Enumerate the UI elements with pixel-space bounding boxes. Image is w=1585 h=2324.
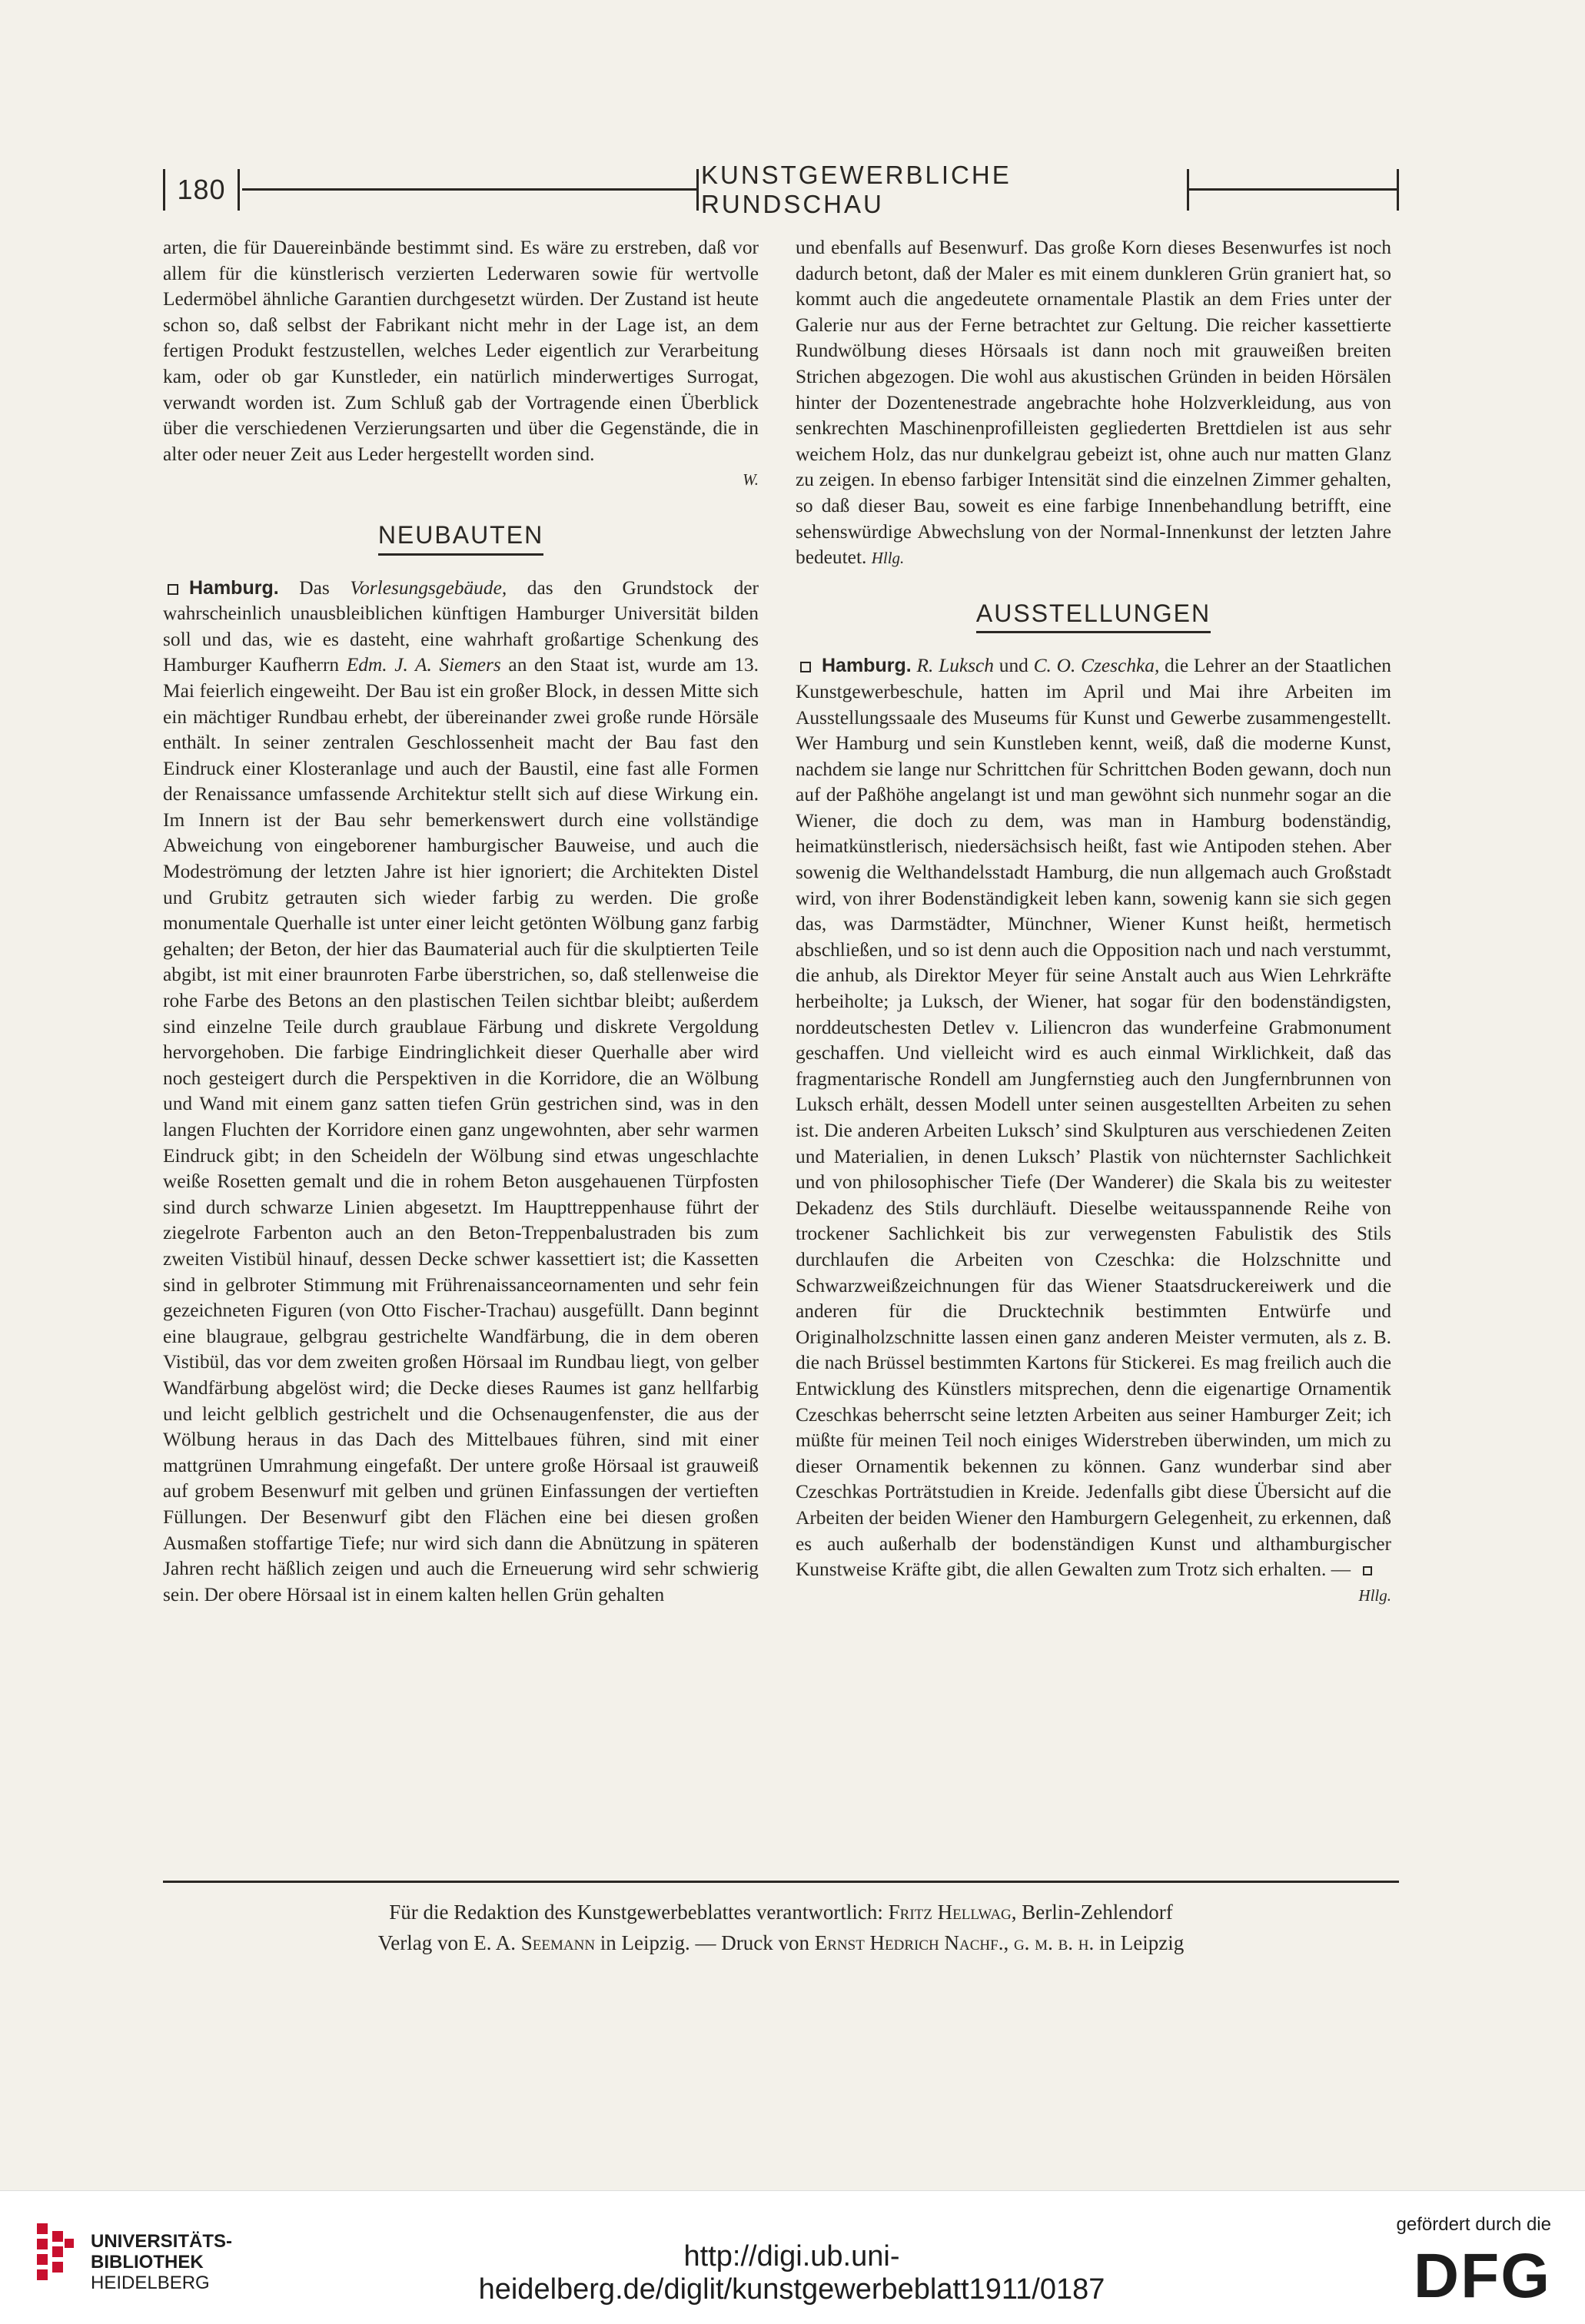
funder-caption: gefördert durch die: [1396, 2214, 1551, 2235]
digitization-bar: [0, 2190, 1585, 2324]
continuation-signature: Hllg.: [871, 549, 905, 568]
article-italic: Vorlesungsgebäude,: [350, 576, 507, 599]
page-number: 180: [163, 169, 240, 211]
permalink[interactable]: http://digi.ub.uni-heidelberg.de/diglit/kunstgewerbeblatt1911/0187: [478, 2240, 1105, 2306]
header-rule-right: [1189, 188, 1397, 191]
imprint-text: , Berlin-Zehlendorf: [1011, 1901, 1173, 1924]
imprint-text: in Leipzig. — Druck von: [595, 1931, 815, 1954]
section-heading-text: AUSSTELLUNGEN: [976, 601, 1211, 634]
imprint-text: Für die Redaktion des Kunstgewerbeblattes verantwortlich:: [389, 1901, 889, 1924]
library-name-line: UNIVERSITÄTS-: [91, 2231, 233, 2252]
imprint-name: E. A. Seemann: [474, 1931, 596, 1954]
right-column: [796, 235, 1391, 1609]
article-place: Hamburg.: [189, 576, 279, 599]
intro-paragraph: arten, die für Dauereinbände bestimmt sind. Es wäre zu erstreben, daß vor allem für die künstlerisch verzierten Lederwaren sowie für wertvolle Ledermöbel ähnliche Garantien durchgesetzt würden. Der Zustand ist heute schon so, daß selbst der Fabrikant nicht mehr in der Lage ist, an dem fertigen Produkt festzustellen, welches Leder eigentlich zur Verarbeitung kam, oder ob gar Kunstleder, ein natürlich minderwertiges Surrogat, verwandt worden ist. Zum Schluß gab der Vortragende einen Überblick über die verschiedenen Verzierungsarten und über die Gegenstände, die in alter oder neuer Zeit aus Leder hergestellt worden sind.: [163, 237, 759, 465]
article-place: Hamburg.: [822, 655, 912, 677]
header-rule-left: [242, 188, 697, 191]
imprint-text: Verlag von: [377, 1931, 474, 1954]
article-italic: Edm. J. A. Siemers: [346, 654, 501, 676]
section-heading-neubauten: [163, 520, 759, 556]
header-separator: [696, 169, 699, 211]
article-italic: C. O. Czeschka,: [1033, 655, 1160, 677]
article-text: und: [994, 655, 1034, 677]
imprint: [163, 1897, 1399, 1958]
article-ausstellungen: [796, 653, 1391, 1582]
imprint-name: Ernst Hedrich Nachf., g. m. b. h.: [814, 1931, 1095, 1954]
square-bullet-icon: [1363, 1566, 1372, 1575]
article-text: das den Grundstock der wahrscheinlich unausbleiblichen künftigen Hamburger Universität bilden soll und das, wie es dasteht, eine wahrhaft großartige Schenkung des Hamburger Kaufherrn: [163, 576, 759, 676]
intro-signature: W.: [743, 470, 759, 490]
square-bullet-icon: [800, 662, 811, 672]
imprint-line-2: [163, 1927, 1399, 1958]
library-name: [91, 2231, 232, 2293]
running-head: [163, 161, 1399, 218]
imprint-name: Fritz Hellwag: [888, 1901, 1012, 1924]
left-column: [163, 235, 759, 1608]
square-bullet-icon: [168, 584, 178, 595]
imprint-line-1: [163, 1897, 1399, 1927]
library-name-line: HEIDELBERG: [91, 2273, 210, 2293]
article-neubauten: [163, 576, 759, 1609]
continuation-paragraph: [796, 235, 1391, 572]
university-logo-icon: [34, 2220, 77, 2294]
article-body: an den Staat ist, wurde am 13. Mai feierlich eingeweiht. Der Bau ist ein großer Block, in dessen Mitte sich ein mächtiger Rundbau erhebt, der übereinander zwei große runde Hörsäle enthält. In seiner zentralen Geschlossenheit macht der Bau fast den Eindruck einer Klosteranlage und auch der Baustil, eine fast alle Formen der Renaissance umfassende Architektur stellt sich auf diese Wirkung ein. Im Innern ist der Bau sehr bemerkenswert durch eine vollständige Abweichung von eingeborener hamburgischer Bauweise, und auch die Modeströmung der letzten Jahre ist hier ignoriert; die Architekten Distel und Grubitz getrauten sich wieder farbig zu werden. Die große monumentale Querhalle ist unter einer leicht getönten Wölbung ganz farbig gehalten; der Beton, der hier das Baumaterial auch für die skulptierten Teile abgibt, ist mit einer braunroten Farbe überstrichen, so, daß stellenweise die rohe Farbe des Betons an den plastischen Teilen sichtbar bleibt; außerdem sind einzelne Teile durch graublaue Färbung und diskrete Vergoldung hervorgehoben. Die farbige Eindringlichkeit dieser Querhalle aber wird noch gesteigert durch die Perspektiven in die Korridore, die an Wölbung und Wand mit einem ganz satten tiefen Grün gestrichen sind, was in den langen Fluchten der Korridore einen ganz ungewohnten, aber sehr warmen Eindruck gibt; in den Scheideln der Wölbung sind etwas ungeschlachte weiße Rosetten gemalt und die in rohem Beton ausgehauenen Türpfosten sind durch schwarze Linien abgesetzt. Im Haupttreppenhause führt der ziegelrote Farbenton auch an den Beton-Treppenbalustraden bis zum zweiten Vistibül hinauf, dessen Decke schwer kassettiert ist; die Kassetten sind in gelbroter Stimmung mit Frührenaissanceornamenten und sehr fein gezeichneten Figuren (von Otto Fischer-Trachau) ausgefüllt. Dann beginnt eine blaugraue, gelbgrau gestrichelte Wandfärbung, die in dem oberen Vistibül, das vor dem zweiten großen Hörsaal im Rundbau liegt, von gelber Wandfärbung abgelöst wird; die Decke dieses Raumes ist ganz hellfarbig und leicht gelblich gestrichelt und die Ochsenaugenfenster, die aus der Wölbung heraus in das Dach des Mittelbaues führen, sind mit einer mattgrünen Umrahmung eingefaßt. Der untere große Hörsaal ist grauweiß auf grobem Besenwurf mit gelben und grünen Einfassungen der vertieften Füllungen. Der Besenwurf gibt den Flächen eine bei diesen großen Ausmaßen stoffartige Tiefe; nur wird sich dann die Abnützung in späteren Jahren recht häßlich zeigen und auch die Erneuerung wird sehr schwierig sein. Der obere Hörsaal ist in einem kalten hellen Grün gehalten: [163, 654, 759, 1605]
library-name-line: BIBLIOTHEK: [91, 2252, 204, 2273]
section-heading-ausstellungen: [796, 601, 1391, 634]
journal-title: KUNSTGEWERBLICHE RUNDSCHAU: [701, 161, 1012, 218]
imprint-text: in Leipzig: [1094, 1931, 1185, 1954]
article-body: die Lehrer an der Staatlichen Kunstgewerbeschule, hatten im April und Mai ihre Arbeiten im Ausstellungssaale des Museums für Kunst und Gewerbe zusammengestellt. Wer Hamburg und sein Kunstleben kennt, weiß, daß die moderne Kunst, nachdem sie lange nur Schrittchen für Schrittchen Boden gewann, doch nun auf der Paßhöhe angelangt ist und man gewöhnt sich nunmehr sogar an die Wiener, die doch zu dem, was man in Hamburg bodenständig, heimatkünstlerisch, niedersächsisch heißt, fast wie Antipoden stehen. Aber sowenig die Welthandelsstadt Hamburg, die nun allgemach auch Großstadt wird, von ihrer Bodenständigkeit leben kann, sowenig kann sie sich gegen das, was Darmstädter, Münchner, Wiener Kunst heißt, hermetisch abschließen, und so ist denn auch die Opposition nach und nach verstummt, die anhub, als Direktor Meyer für seine Anstalt auch aus Wien Lehrkräfte herbeiholte; ja Luksch, der Wiener, hat sogar für den bodenständigsten, norddeutschesten Detlev v. Liliencron das wunderfeine Grabmonument geschaffen. Und vielleicht wird es auch einmal Wirklichkeit, daß das fragmentarische Rondell am Jungfernstieg auch den Jungfernbrunnen von Luksch erhält, dessen Modell unter seinen ausgestellten Arbeiten zu sehen ist. Die anderen Arbeiten Luksch’ sind Skulpturen aus verschiedenen Zeiten und Materialien, in denen Luksch’ Plastik von nüchternster Sachlichkeit und von philosophischer Tiefe (Der Wanderer) die Skala bis zu weitester Dekadenz des Stils durchläuft. Dieselbe weitausspannende Reihe von trockener Sachlichkeit bis zur verwegensten Fabulistik des Stils durchlaufen die Arbeiten von Czeschka: die Holzschnitte und Schwarzweißzeichnungen für das Wiener Staatsdruckereiwerk und die anderen für die Drucktechnik bestimmten Entwürfe und Originalholzschnitte lassen einen ganz anderen Meister vermuten, als z. B. die nach Brüssel bestimmten Kartons für Stickerei. Es mag freilich auch die Entwicklung des Künstlers mitsprechen, denn die eigenartige Ornamentik Czeschkas beherrscht seine letzten Arbeiten aus seiner Hamburger Zeit; ich müßte für meinen Teil noch einiges Widerstreben überwinden, um mich zu dieser Ornamentik bekennen zu können. Ganz wunderbar sind aber Czeschkas Porträtstudien in Kreide. Jedenfalls gibt diese Übersicht auf die Arbeiten der beiden Wiener den Hamburgern Gelegenheit, zu erkennen, daß es auch außerhalb der bodenständigen Kunst und althamburgischer Kunstweise Kräfte gibt, die allen Gewalten zum Trotz sich erhalten. —: [796, 655, 1391, 1581]
continuation-text: und ebenfalls auf Besenwurf. Das große Korn dieses Besenwurfes ist noch dadurch betont, daß der Maler es mit einem dunkleren Grün graniert hat, so kommt auch die angedeutete ornamentale Plastik an dem Fries unter der Galerie nur aus der Ferne betrachtet zur Geltung. Die reicher kassettierte Rundwölbung dieses Hörsaals ist dann noch mit grauweißen breiten Strichen abgezogen. Die wohl aus akustischen Gründen in beiden Hörsälen hinter der Dozentenestrade angebrachte hohe Holzverkleidung, aus von senkrechten Maschinenprofilleisten gegliederten Brettdielen ist aus sehr weichem Holz, das nur dunkelgrau gebeizt ist, ohne auch nur matten Glanz zu zeigen. In ebenso farbiger Intensität sind die einzelnen Zimmer gehalten, so daß dieser Bau, soweit es eine farbige Innenbehandlung betrifft, eine sehenswürdige Abwechslung von der Normal-Innenkunst der letzten Jahre bedeutet.: [796, 237, 1391, 569]
footer-rule: [163, 1881, 1399, 1883]
article-signature: Hllg.: [1358, 1585, 1391, 1605]
dfg-logo-icon: DFG: [1413, 2241, 1551, 2311]
article-text: Das: [278, 576, 351, 599]
article-italic: R. Luksch: [916, 655, 994, 677]
section-heading-text: NEUBAUTEN: [378, 523, 543, 556]
header-end-bar: [1397, 169, 1399, 211]
